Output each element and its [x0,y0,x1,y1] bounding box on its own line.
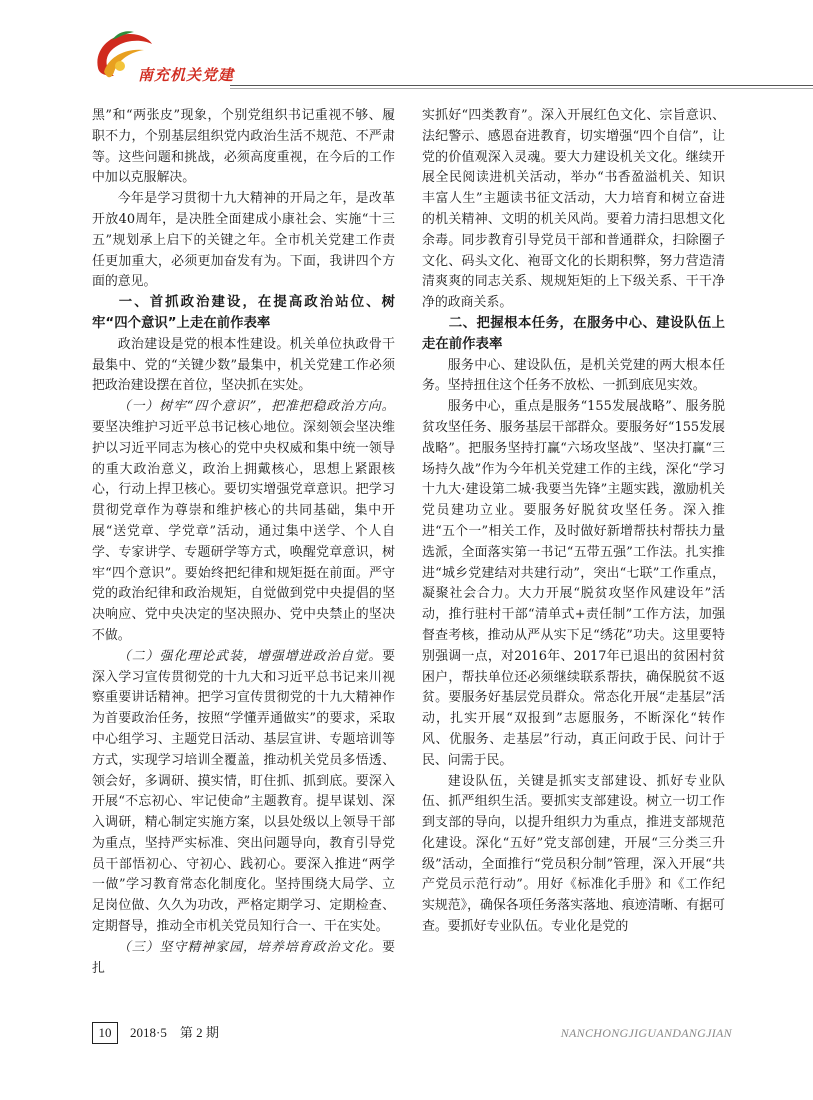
section-heading: 一、首抓政治建设，在提高政治站位、树牢“四个意识”上走在前作表率 [92,295,395,331]
paragraph-text: 要坚决维护习近平总书记核心地位。深刻领会坚决维护以习近平同志为核心的党中央权威和集中统一领导的重大政治意义，政治上拥戴核心，思想上紧跟核心，行动上捍卫核心。要切实增强党章意识。把学习贯彻党章作为尊崇和维护核心的共同基础，集中开展“送党章、学党章”活动，通过集中送学、个人自学、专家讲学、专题研学等方式，唤醒党章意识，树牢“四个意识”。要始终把纪律和规矩挺在前面。严守党的政治纪律和政治规矩，自觉做到党中央提倡的坚决响应、党中央决定的坚决照办、党中央禁止的坚决不做。 [92,419,395,643]
paragraph-text: 要深入学习宣传贯彻党的十九大和习近平总书记来川视察重要讲话精神。把学习宣传贯彻党的十九大精神作为首要政治任务，按照“学懂弄通做实”的要求，采取中心组学习、主题党日活动、基层宣讲、专题培训等方式，实现学习培训全覆盖，推动机关党员多悟透、领会好，多调研、摸实情，盯住抓、抓到底。要深入开展“不忘初心、牢记使命”主题教育。提早谋划、深入调研，精心制定实施方案，以县处级以上领导干部为重点，坚持严实标准、突出问题导向，教育引导党员干部悟初心、守初心、践初心。要深入推进“两学一做”学习教育常态化制度化。坚持围绕大局学、立足岗位做、久久为功改，严格定期学习、定期检查、定期督导，推动全市机关党员知行合一、干在实处。 [92,648,395,935]
paragraph [92,938,395,980]
right-text-column [422,106,725,1021]
subsection-heading: （一）树牢“四个意识”，把准把稳政治方向。 [117,399,395,415]
page-footer [92,1022,732,1046]
subsection-heading: （三）坚守精神家园，培养培育政治文化。 [117,939,383,955]
paragraph: 黑”和“两张皮”现象，个别党组织书记重视不够、履职不力，个别基层组织党内政治生活不规范、不严肃等。这些问题和挑战，必须高度重视，在今后的工作中加以克服解决。 [92,108,395,186]
paragraph: 今年是学习贯彻十九大精神的开局之年，是改革开放40周年，是决胜全面建成小康社会、实施“十三五”规划承上启下的关键之年。全市机关党建工作责任更加重大，必须更加奋发有为。下面，我讲四个方面的意见。 [92,191,395,290]
page-header [90,28,813,90]
header-divider-thin [230,88,813,89]
header-divider [230,85,813,86]
subsection-heading: （二）强化理论武装，增强增进政治自觉。 [117,648,383,664]
paragraph-text: 要扎 [92,939,395,976]
section-heading: 二、把握根本任务，在服务中心、建设队伍上走在前作表率 [422,315,725,352]
paragraph [92,397,395,647]
paragraph: 建设队伍，关键是抓实支部建设、抓好专业队伍、抓严组织生活。要抓实支部建设。树立一切工作到支部的导向，以提升组织力为重点，推进支部规范化建设。深化“五好”党支部创建，开展“三分类三升级”活动，全面推行“党员积分制”管理，深入开展“共产党员示范行动”。用好《标准化手册》和《工作纪实规范》，确保各项任务落实落地、痕迹清晰、有据可查。要抓好专业队伍。专业化是党的 [422,773,725,935]
page-number: 10 [92,1022,118,1044]
publication-pinyin: NANCHONGJIGUANDANGJIAN [560,1026,732,1040]
paragraph: 服务中心，重点是服务“155发展战略”、服务脱贫攻坚任务、服务基层干部群众。要服务好“155发展战略”。把服务坚持打赢“六场攻坚战”、坚决打赢“三场持久战”作为今年机关党建工作的主线，深化“学习十九大·建设第二城·我要当先锋”主题实践，激励机关党员建功立业。要服务好脱贫攻坚任务。深入推进“五个一”相关工作，及时做好新增帮扶村帮扶力量选派，全面落实第一书记“五带五强”工作法。扎实推进“城乡党建结对共建行动”，突出“七联”工作重点，凝聚社会合力。大力开展“脱贫攻坚作风建设年”活动，推行驻村干部“清单式+责任制”工作方法，加强督查考核，推动从严从实下足“绣花”功夫。这里要特别强调一点，对2016年、2017年已退出的贫困村贫困户，帮扶单位还必须继续联系帮扶，确保脱贫不返贫。要服务好基层党员群众。常态化开展“走基层”活动，扎实开展“双报到”志愿服务，不断深化“转作风、优服务、走基层”行动，真正问政于民、问计于民、问需于民。 [422,399,725,768]
paragraph [92,647,395,938]
publication-brand: 南充机关党建 [138,66,235,84]
issue-label: 2018·5 第 2 期 [130,1025,219,1040]
paragraph: 服务中心、建设队伍，是机关党建的两大根本任务。坚持扭住这个任务不放松、一抓到底见实效。 [422,357,725,394]
paragraph: 实抓好“四类教育”。深入开展红色文化、宗旨意识、法纪警示、感恩奋进教育，切实增强“四个自信”，让党的价值观深入灵魂。要大力建设机关文化。继续开展全民阅读进机关活动，举办“书香盈溢机关、知识丰富人生”主题读书征文活动，大力培育和树立奋进的机关精神、文明的机关风尚。要着力清扫思想文化余毒。同步教育引导党员干部和普通群众，扫除圈子文化、码头文化、袍哥文化的长期积弊，努力营造清清爽爽的同志关系、规规矩矩的上下级关系、干干净净的政商关系。 [422,108,725,311]
paragraph: 政治建设是党的根本性建设。机关单位执政骨干最集中、党的“关键少数”最集中，机关党建工作必须把政治建设摆在首位，坚决抓在实处。 [92,336,395,394]
left-text-column [92,106,395,1021]
